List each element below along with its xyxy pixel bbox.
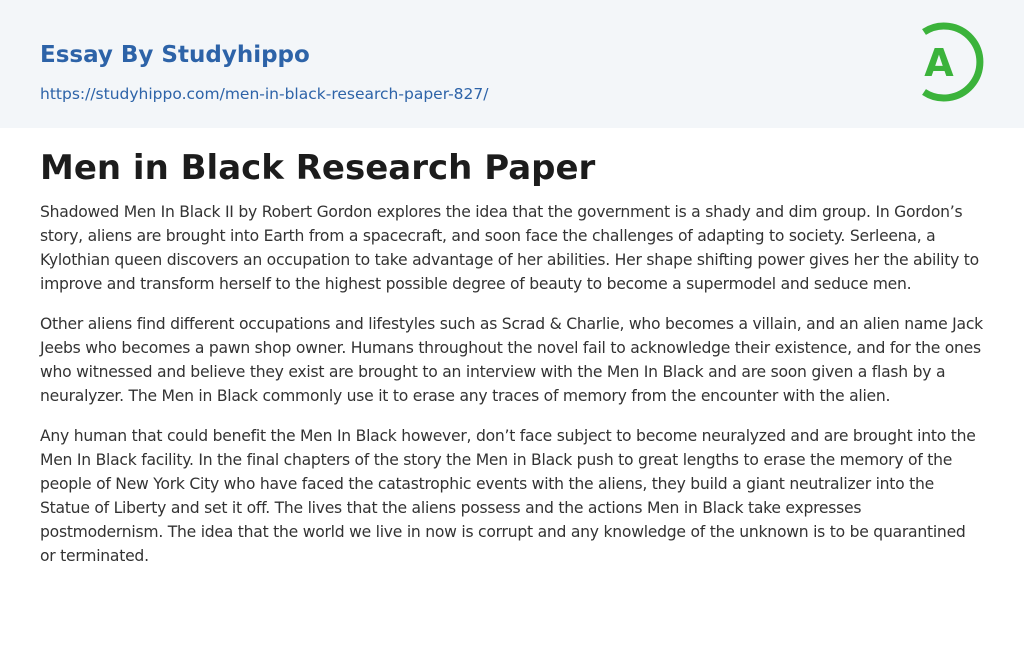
site-brand[interactable]: Essay By Studyhippo [40, 42, 310, 68]
paragraph-3: Any human that could benefit the Men In Black however, don’t face subject to become neuralyzed and are brought into the Men In Black facility. In the final chapters of the story the Men in Black push to great lengths to erase the memory of the people of New York City who have faced the catastrophic events with the aliens, they build a giant neutralizer into the Statue of Liberty and set it off. The lives that the aliens possess and the actions Men in Black take expresses postmodernism. The idea that the world we live in now is corrupt and any knowledge of the unknown is to be quarantined or terminated. [40, 427, 976, 565]
paragraph-2: Other aliens find different occupations and lifestyles such as Scrad & Charlie, who becomes a villain, and an alien name Jack Jeebs who becomes a pawn shop owner. Humans throughout the novel fail to acknowledge their existence, and for the ones who witnessed and believe they exist are brought to an interview with the Men In Black and are soon given a flash by a neuralyzer. The Men in Black commonly use it to erase any traces of memory from the encounter with the alien. [40, 315, 983, 405]
site-header [0, 0, 1024, 128]
studyhippo-a-logo-icon[interactable] [912, 18, 988, 106]
page-title: Men in Black Research Paper [40, 148, 596, 188]
article [40, 142, 984, 584]
paragraph-1: Shadowed Men In Black II by Robert Gordon explores the idea that the government is a shady and dim group. In Gordon’s story, aliens are brought into Earth from a spacecraft, and soon face the challenges of adapting to society. Serleena, a Kylothian queen discovers an occupation to take advantage of her abilities. Her shape shifting power gives her the ability to improve and transform herself to the highest possible degree of beauty to become a supermodel and seduce men. [40, 203, 979, 293]
logo-letter: A [924, 41, 954, 85]
essay-url-link[interactable]: https://studyhippo.com/men-in-black-research-paper-827/ [40, 85, 489, 103]
